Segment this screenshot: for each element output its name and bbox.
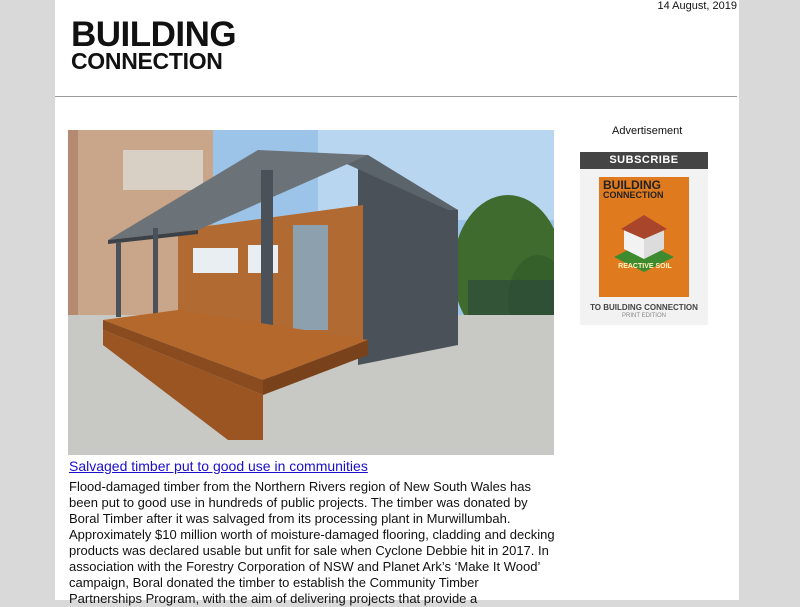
subscribe-cta-sub: PRINT EDITION — [622, 313, 666, 319]
header-divider — [55, 96, 737, 97]
magazine-feature: REACTIVE SOIL — [618, 263, 672, 270]
house-illustration-icon — [599, 177, 689, 297]
logo-line-1: BUILDING — [71, 15, 237, 54]
newsletter-page — [55, 0, 739, 606]
subscribe-cta: TO BUILDING CONNECTION — [590, 303, 698, 312]
logo-line-2: CONNECTION — [71, 48, 223, 75]
magazine-title-1: BUILDING — [603, 178, 661, 192]
article-body: Flood-damaged timber from the Northern Rivers region of New South Wales has been put to good use in hundreds of public projects. The timber was donated by Boral Timber after it was salvaged from its processing plant in Murwillumbah. Approximately $10 million worth of moisture-damaged flooring, cladding and decking products was declared usable but unfit for sale when Cyclone Debbie hit in 2017. In association with the Forestry Corporation of NSW and Planet Ark’s ‘Make It Wood’ campaign, Boral donated the timber to establish the Community Timber Partnerships Program, with the aim of delivering projects that provide a — [69, 479, 555, 606]
magazine-title-2: CONNECTION — [603, 190, 664, 200]
subscribe-banner: SUBSCRIBE — [580, 152, 708, 169]
building-connection-logo[interactable] — [71, 15, 237, 75]
article-headline-link[interactable]: Salvaged timber put to good use in communities — [69, 458, 368, 474]
issue-date: 14 August, 2019 — [657, 0, 737, 12]
subscribe-advertisement[interactable] — [580, 152, 708, 325]
magazine-cover — [599, 177, 689, 297]
article-hero-image[interactable] — [68, 130, 554, 455]
advertisement-label: Advertisement — [612, 125, 683, 137]
